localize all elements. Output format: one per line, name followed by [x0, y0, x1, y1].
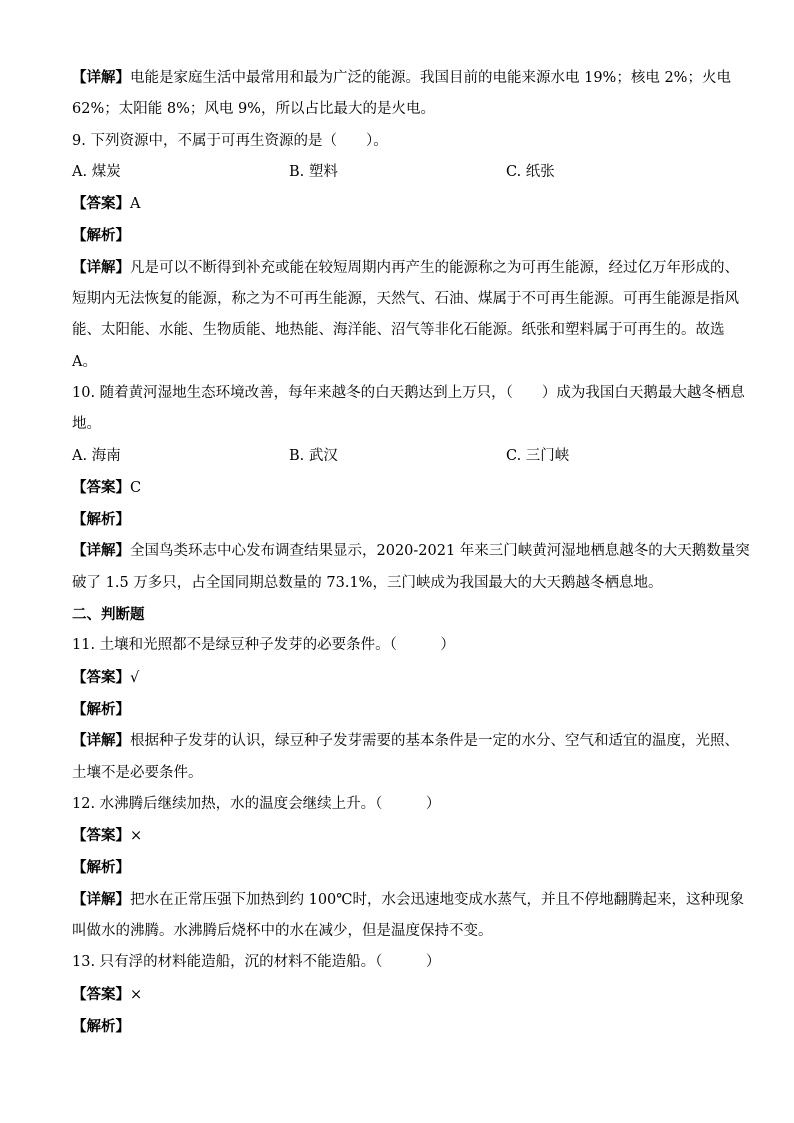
q9-answer — [72, 188, 734, 220]
q9-detail-line-1: 【详解】凡是可以不断得到补充或能在较短周期内再产生的能源称之为可再生能源，经过亿万年形成的、 — [72, 258, 739, 276]
q10-detail-line-2: 破了 1.5 万多只，占全国同期总数量的 73.1%，三门峡成为我国最大的大天鹅越冬栖息地。 — [72, 574, 663, 591]
q12-answer-value: × — [130, 828, 143, 845]
q9-option-c: C. 纸张 — [506, 163, 555, 180]
answer-label: 【答案】 — [72, 985, 130, 1003]
detail-label: 【详解】 — [72, 542, 130, 560]
q13-answer — [72, 979, 734, 1011]
q12-detail-line-2: 叫做水的沸腾。水沸腾后烧杯中的水在减少，但是温度保持不变。 — [72, 923, 493, 940]
q10-analysis-label: 【解析】 — [72, 511, 130, 529]
q10-option-a: A. 海南 — [72, 447, 121, 464]
q12-detail-line-1: 【详解】把水在正常压强下加热到约 100℃时，水会迅速地变成水蒸气，并且不停地翻腾起来，这种现象 — [72, 890, 745, 908]
q11-answer — [72, 662, 734, 694]
q9-answer-value: A — [130, 196, 141, 213]
q12-stem: 12. 水沸腾后继续加热，水的温度会继续上升。（ ） — [72, 795, 441, 812]
q13-analysis-label: 【解析】 — [72, 1017, 130, 1035]
q11-analysis-label: 【解析】 — [72, 700, 130, 718]
q10-answer — [72, 472, 734, 504]
answer-label: 【答案】 — [72, 827, 130, 845]
q10-option-c: C. 三门峡 — [506, 447, 570, 464]
q9-detail-line-4: A。 — [72, 353, 97, 370]
q10-option-b: B. 武汉 — [289, 447, 338, 464]
q12-analysis-label: 【解析】 — [72, 859, 130, 877]
q9-stem: 9. 下列资源中，不属于可再生资源的是（ ）。 — [72, 132, 388, 149]
q10-stem-line-1: 10. 随着黄河湿地生态环境改善，每年来越冬的白天鹅达到上万只，（ ）成为我国白天鹅最大越冬栖息 — [72, 384, 745, 401]
q9-option-a: A. 煤炭 — [72, 163, 121, 180]
q9-detail-line-3: 能、太阳能、水能、生物质能、地热能、海洋能、沼气等非化石能源。纸张和塑料属于可再生的。故选 — [72, 322, 725, 339]
q9-analysis-label: 【解析】 — [72, 227, 130, 245]
q10-detail-line-1: 【详解】全国鸟类环志中心发布调查结果显示，2020-2021 年来三门峡黄河湿地栖息越冬的大天鹅数量突 — [72, 542, 750, 560]
q11-answer-value: √ — [130, 669, 140, 686]
q11-detail-line-1: 【详解】根据种子发芽的认识，绿豆种子发芽需要的基本条件是一定的水分、空气和适宜的温度，光照、 — [72, 732, 739, 750]
q11-stem: 11. 土壤和光照都不是绿豆种子发芽的必要条件。（ ） — [72, 637, 455, 654]
q9-options — [72, 157, 734, 188]
q10-options — [72, 441, 734, 472]
q10-stem-line-2: 地。 — [72, 416, 101, 433]
q8-detail-line-2: 62%；太阳能 8%；风电 9%，所以占比最大的是火电。 — [72, 101, 435, 118]
q10-answer-value: C — [130, 479, 142, 496]
detail-label: 【详解】 — [72, 69, 130, 86]
detail-label: 【详解】 — [72, 732, 130, 750]
q9-option-b: B. 塑料 — [289, 163, 338, 180]
q11-detail-line-2: 土壤不是必要条件。 — [72, 764, 203, 781]
detail-label: 【详解】 — [72, 258, 130, 276]
q9-detail-line-2: 短期内无法恢复的能源，称之为不可再生能源，天然气、石油、煤属于不可再生能源。可再生能源是指风 — [72, 291, 739, 308]
answer-label: 【答案】 — [72, 195, 130, 213]
section-title: 二、判断题 — [72, 606, 145, 624]
answer-label: 【答案】 — [72, 478, 130, 496]
detail-label: 【详解】 — [72, 890, 130, 908]
q8-detail-line-1: 【详解】电能是家庭生活中最常用和最为广泛的能源。我国目前的电能来源水电 19%；核电 2%；火电 — [72, 69, 731, 86]
q12-answer — [72, 820, 734, 852]
q13-stem: 13. 只有浮的材料能造船，沉的材料不能造船。（ ） — [72, 954, 441, 971]
q13-answer-value: × — [130, 986, 143, 1003]
answer-label: 【答案】 — [72, 668, 130, 686]
